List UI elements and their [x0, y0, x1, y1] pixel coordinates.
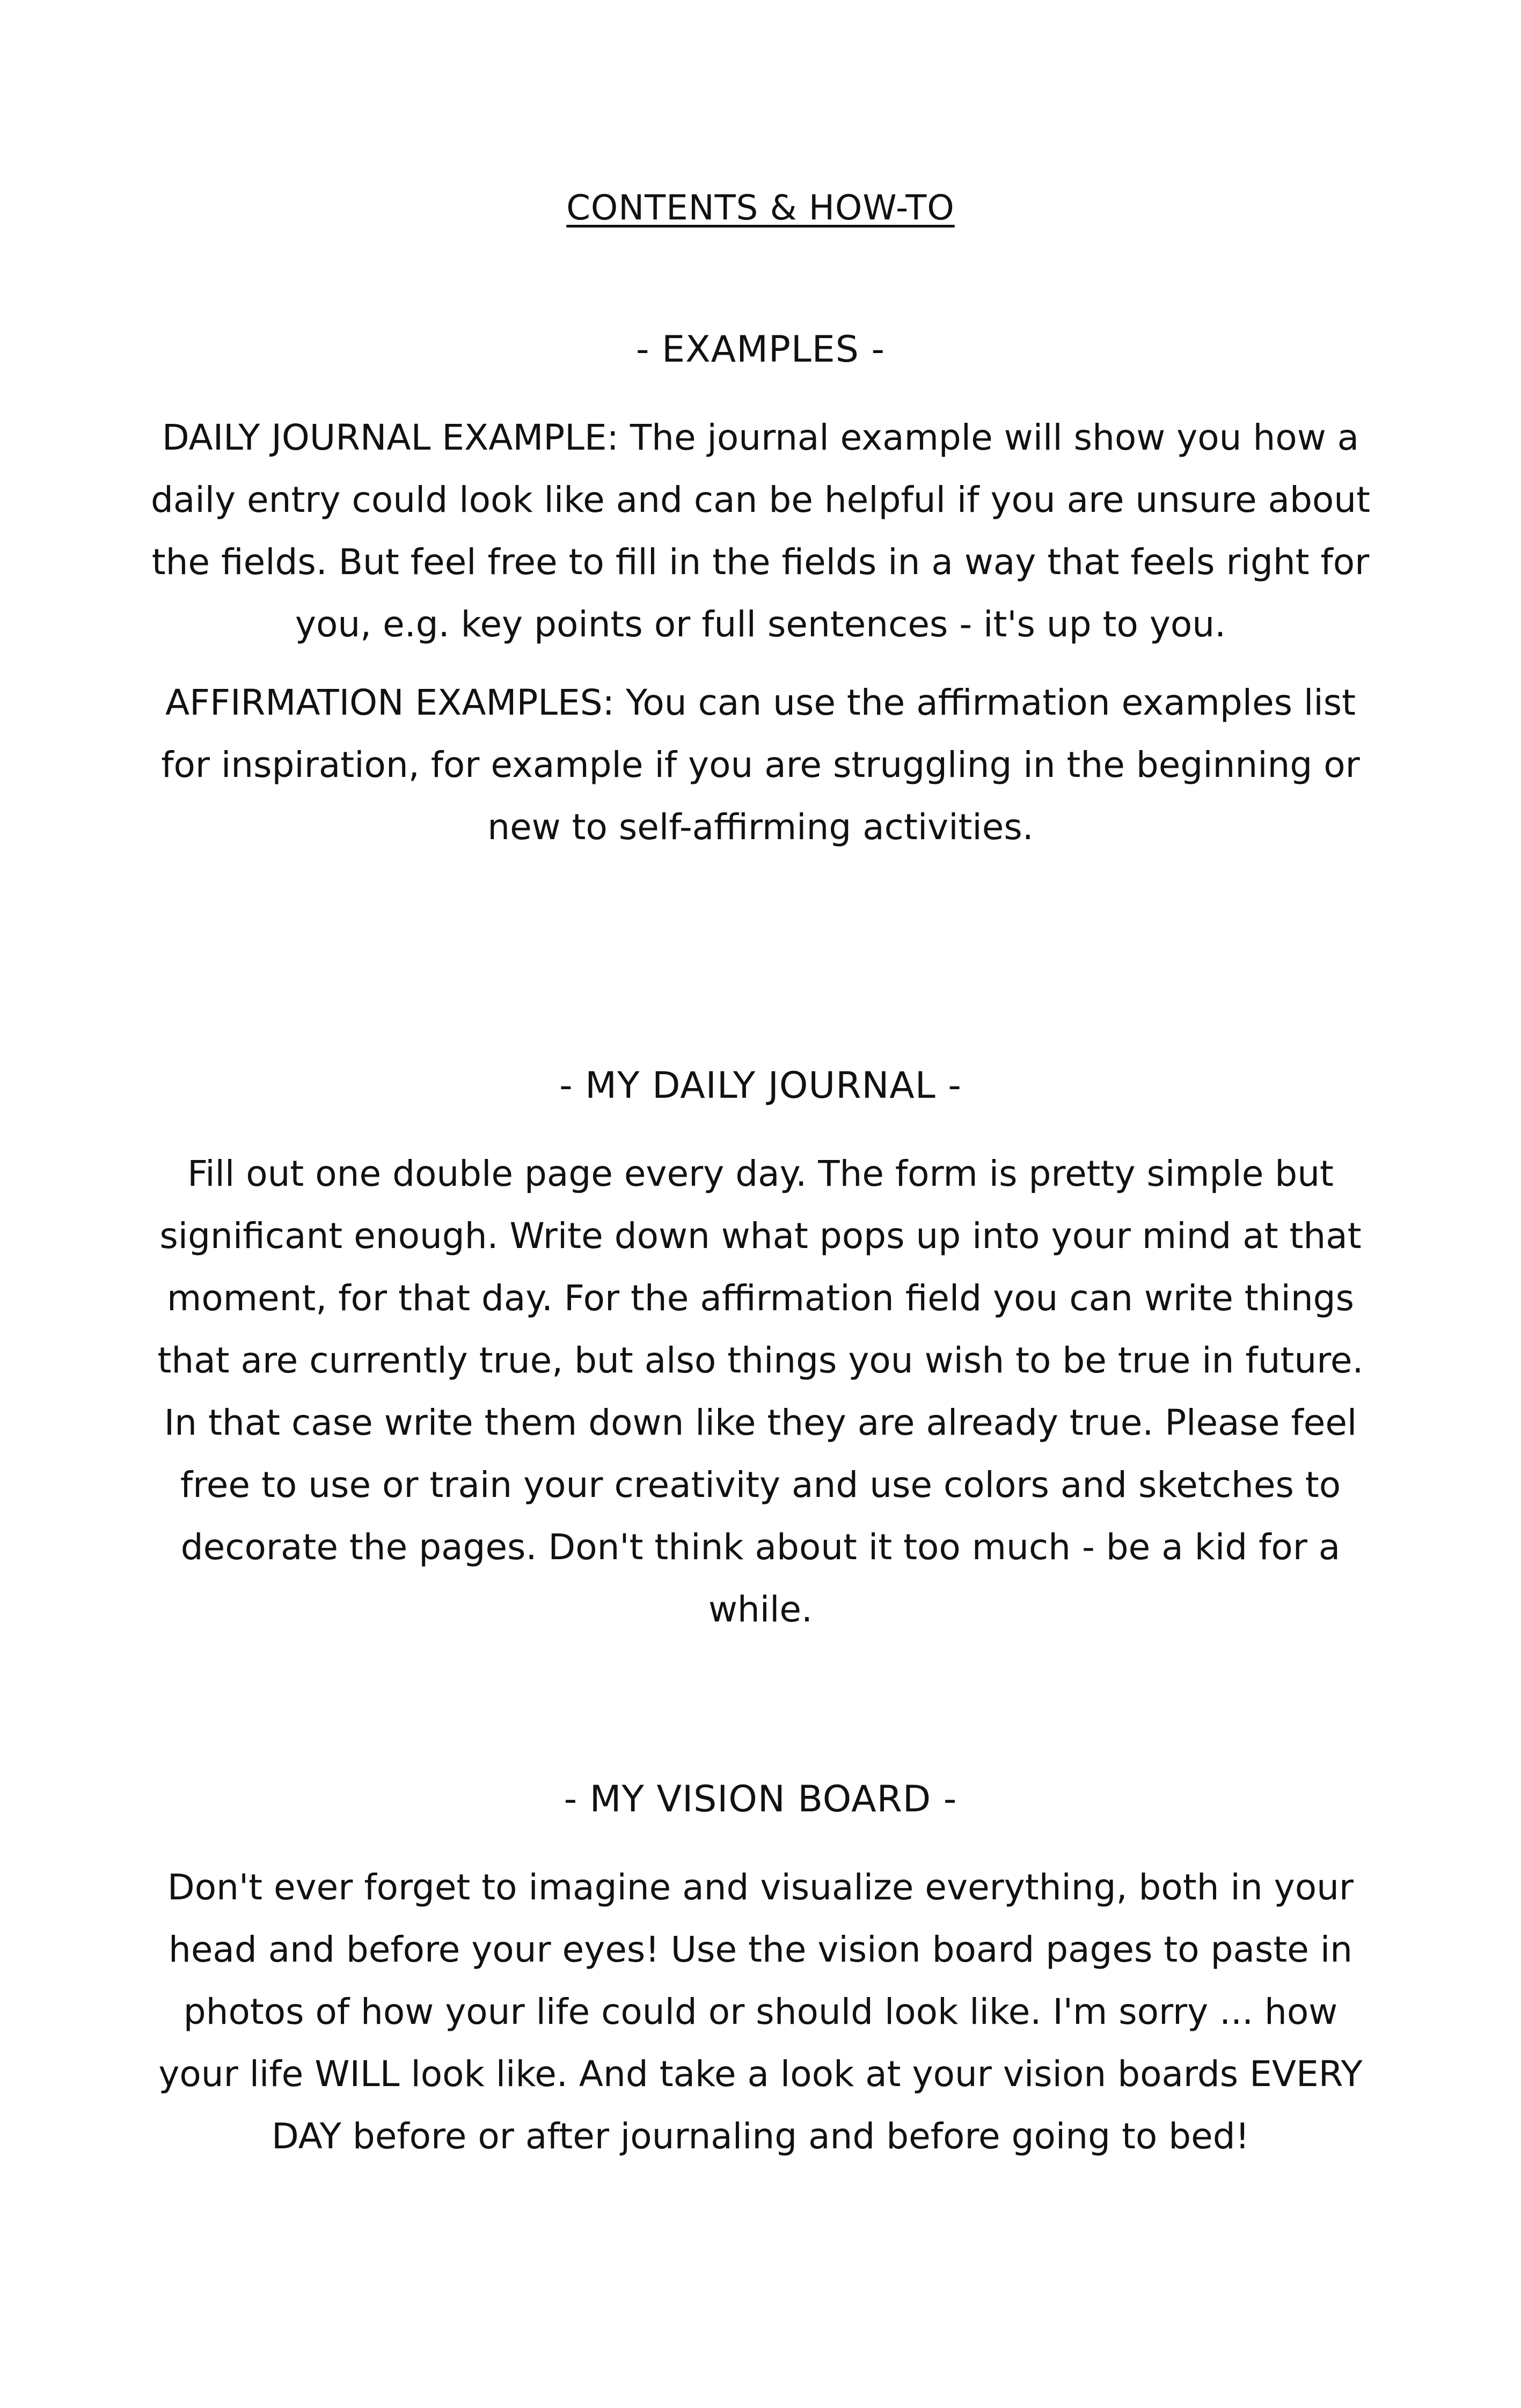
section-my-vision-board — [140, 1778, 1381, 2168]
section-heading-examples: - EXAMPLES - — [635, 328, 886, 371]
paragraph-vision-board-instructions: Don't ever forget to imagine and visualize everything, both in your head and before your eyes! Use the vision board pages to paste in photos of how your life could or should look like. I'm sorry ... how your life WILL look like. And take a look at your vision boards EVERY DAY before or after journaling and before going to bed! — [158, 1867, 1363, 2157]
section-my-daily-journal — [140, 1064, 1381, 1641]
paragraph-daily-journal-example: DAILY JOURNAL EXAMPLE: The journal example will show you how a daily entry could look like and can be helpful if you are unsure about the fields. But feel free to fill in the fields in a way that feels right for you, e.g. key points or full sentences - it's up to you. — [151, 417, 1370, 645]
paragraph-daily-journal-instructions: Fill out one double page every day. The form is pretty simple but significant enough. Write down what pops up into your mind at that moment, for that day. For the affirmation field you can write things that are currently true, but also things you wish to be true in future. In that case write them down like they are already true. Please feel free to use or train your creativity and use colors and sketches to decorate the pages. Don't think about it too much - be a kid for a while. — [157, 1153, 1364, 1630]
page-title: CONTENTS & HOW-TO — [566, 188, 955, 228]
section-examples — [140, 328, 1381, 858]
paragraph-affirmation-examples: AFFIRMATION EXAMPLES: You can use the affirmation examples list for inspiration, for example if you are struggling in the beginning or new to self-affirming activities. — [161, 682, 1360, 848]
section-heading-my-vision-board: - MY VISION BOARD - — [564, 1778, 957, 1820]
section-heading-my-daily-journal: - MY DAILY JOURNAL - — [559, 1064, 962, 1107]
